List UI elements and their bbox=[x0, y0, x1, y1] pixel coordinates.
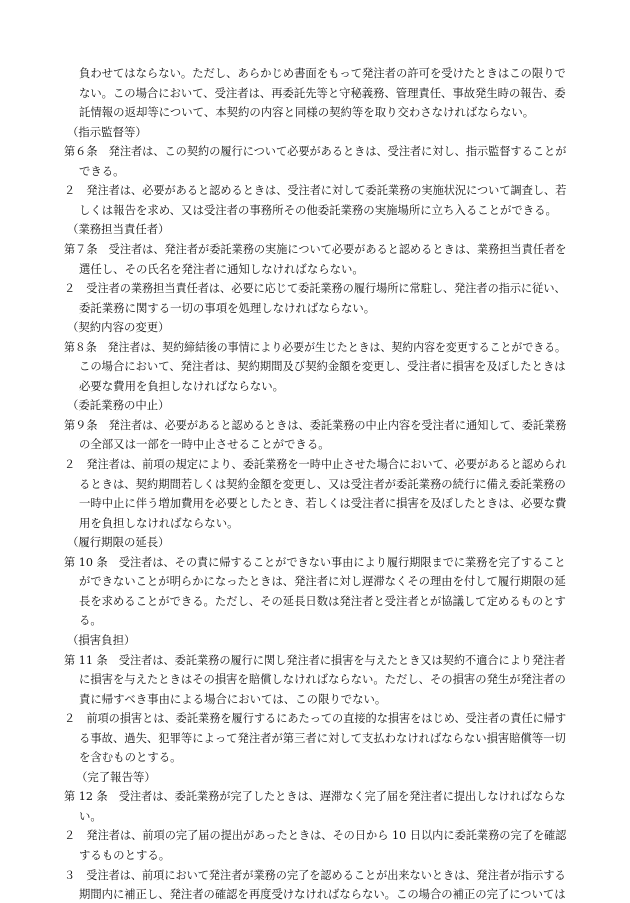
section-heading: （履行期限の延長） bbox=[67, 535, 170, 549]
text-line: しくは報告を求め、又は受注者の事務所その他委託業務の実施場所に立ち入ることができる。 bbox=[79, 203, 557, 217]
article-line: 第 12 条 受注者は、委託業務が完了したときは、遅滞なく完了届を発注者に提出しなければならな bbox=[64, 789, 566, 803]
text-line: ができないことが明らかになったときは、発注者に対し遅滞なくその理由を付して履行期限の延 bbox=[79, 574, 566, 588]
text-line: 委託業務に関する一切の事項を処理しなければならない。 bbox=[79, 301, 376, 315]
text-line: 託情報の返却等について、本契約の内容と同様の契約等を取り交わさなければならない。 bbox=[79, 105, 535, 119]
article-line: 第 11 条 受注者は、委託業務の履行に関し発注者に損害を与えたとき又は契約不適合により発注者 bbox=[64, 653, 566, 667]
text-line: するものとする。 bbox=[79, 848, 171, 862]
text-line: 選任し、その氏名を発注者に通知しなければならない。 bbox=[79, 262, 364, 276]
text-line: る。 bbox=[79, 613, 102, 627]
text-line: 期間内に補正し、発注者の確認を再度受けなければならない。この場合の補正の完了については bbox=[79, 887, 566, 901]
paragraph-line: ２ 発注者は、必要があると認めるときは、受注者に対して委託業務の実施状況について調査し、若 bbox=[64, 183, 567, 197]
text-line: を含むものとする。 bbox=[79, 750, 182, 764]
text-line: 責に帰すべき事由による場合においては、この限りでない。 bbox=[79, 692, 387, 706]
paragraph-line: ３ 受注者は、前項において発注者が業務の完了を認めることが出来ないときは、発注者が指示する bbox=[64, 868, 566, 882]
section-heading: （委託業務の中止） bbox=[67, 398, 170, 412]
text-line: 一時中止に伴う増加費用を必要としたとき、若しくは受注者に損害を及ぼしたときは、必要な費 bbox=[79, 496, 567, 510]
paragraph-line: ２ 発注者は、前項の規定により、委託業務を一時中止させた場合において、必要があると認められ bbox=[64, 457, 567, 471]
text-line: ない。この場合において、受注者は、再委託先等と守秘義務、管理責任、事故発生時の報告、委 bbox=[79, 86, 566, 100]
text-line: る事故、過失、犯罪等によって発注者が第三者に対して支払わなければならない損害賠償等一切 bbox=[79, 731, 566, 745]
paragraph-line: ２ 前項の損害とは、委託業務を履行するにあたっての直接的な損害をはじめ、受注者の責任に帰す bbox=[64, 711, 567, 725]
text-line: できる。 bbox=[79, 164, 125, 178]
text-line: い。 bbox=[79, 809, 102, 823]
article-line: 第７条 受注者は、発注者が委託業務の実施について必要があると認めるときは、業務担当責任者を bbox=[64, 242, 567, 256]
article-line: 第 10 条 受注者は、その責に帰することができない事由により履行期限までに業務を完了すること bbox=[64, 555, 566, 569]
text-line: 用を負担しなければならない。 bbox=[79, 516, 239, 530]
section-heading: （業務担当責任者） bbox=[67, 222, 170, 236]
section-heading: （契約内容の変更） bbox=[67, 320, 170, 334]
text-line: の全部又は一部を一時中止させることができる。 bbox=[79, 437, 330, 451]
paragraph-line: ２ 発注者は、前項の完了届の提出があったときは、その日から 10 日以内に委託業務の完了を確認 bbox=[64, 828, 567, 842]
article-line: 第８条 発注者は、契約締結後の事情により必要が生じたときは、契約内容を変更することができる。 bbox=[64, 340, 566, 354]
section-heading: （損害負担） bbox=[67, 633, 136, 647]
text-line: に損害を与えたときはその損害を賠償しなければならない。ただし、その損害の発生が発注者の bbox=[79, 672, 566, 686]
text-line: 必要な費用を負担しなければならない。 bbox=[79, 379, 285, 393]
text-line: 負わせてはならない。ただし、あらかじめ書面をもって発注者の許可を受けたときはこの限りで bbox=[79, 66, 566, 80]
text-line: この場合において、発注者は、契約期間及び契約金額を変更し、受注者に損害を及ぼしたときは bbox=[79, 359, 566, 373]
section-heading: （完了報告等） bbox=[76, 770, 156, 784]
article-line: 第６条 発注者は、この契約の履行について必要があるときは、受注者に対し、指示監督することが bbox=[64, 144, 567, 158]
text-line: るときは、契約期間若しくは契約金額を変更し、又は受注者が委託業務の続行に備え委託業務の bbox=[79, 477, 566, 491]
paragraph-line: ２ 受注者の業務担当責任者は、必要に応じて委託業務の履行場所に常駐し、発注者の指示に従い、 bbox=[64, 281, 566, 295]
section-heading: （指示監督等） bbox=[67, 125, 147, 139]
text-line: 長を求めることができる。ただし、その延長日数は発注者と受注者とが協議して定めるものとす bbox=[79, 594, 566, 608]
article-line: 第９条 発注者は、必要があると認めるときは、委託業務の中止内容を受注者に通知して、委託業務 bbox=[64, 418, 567, 432]
